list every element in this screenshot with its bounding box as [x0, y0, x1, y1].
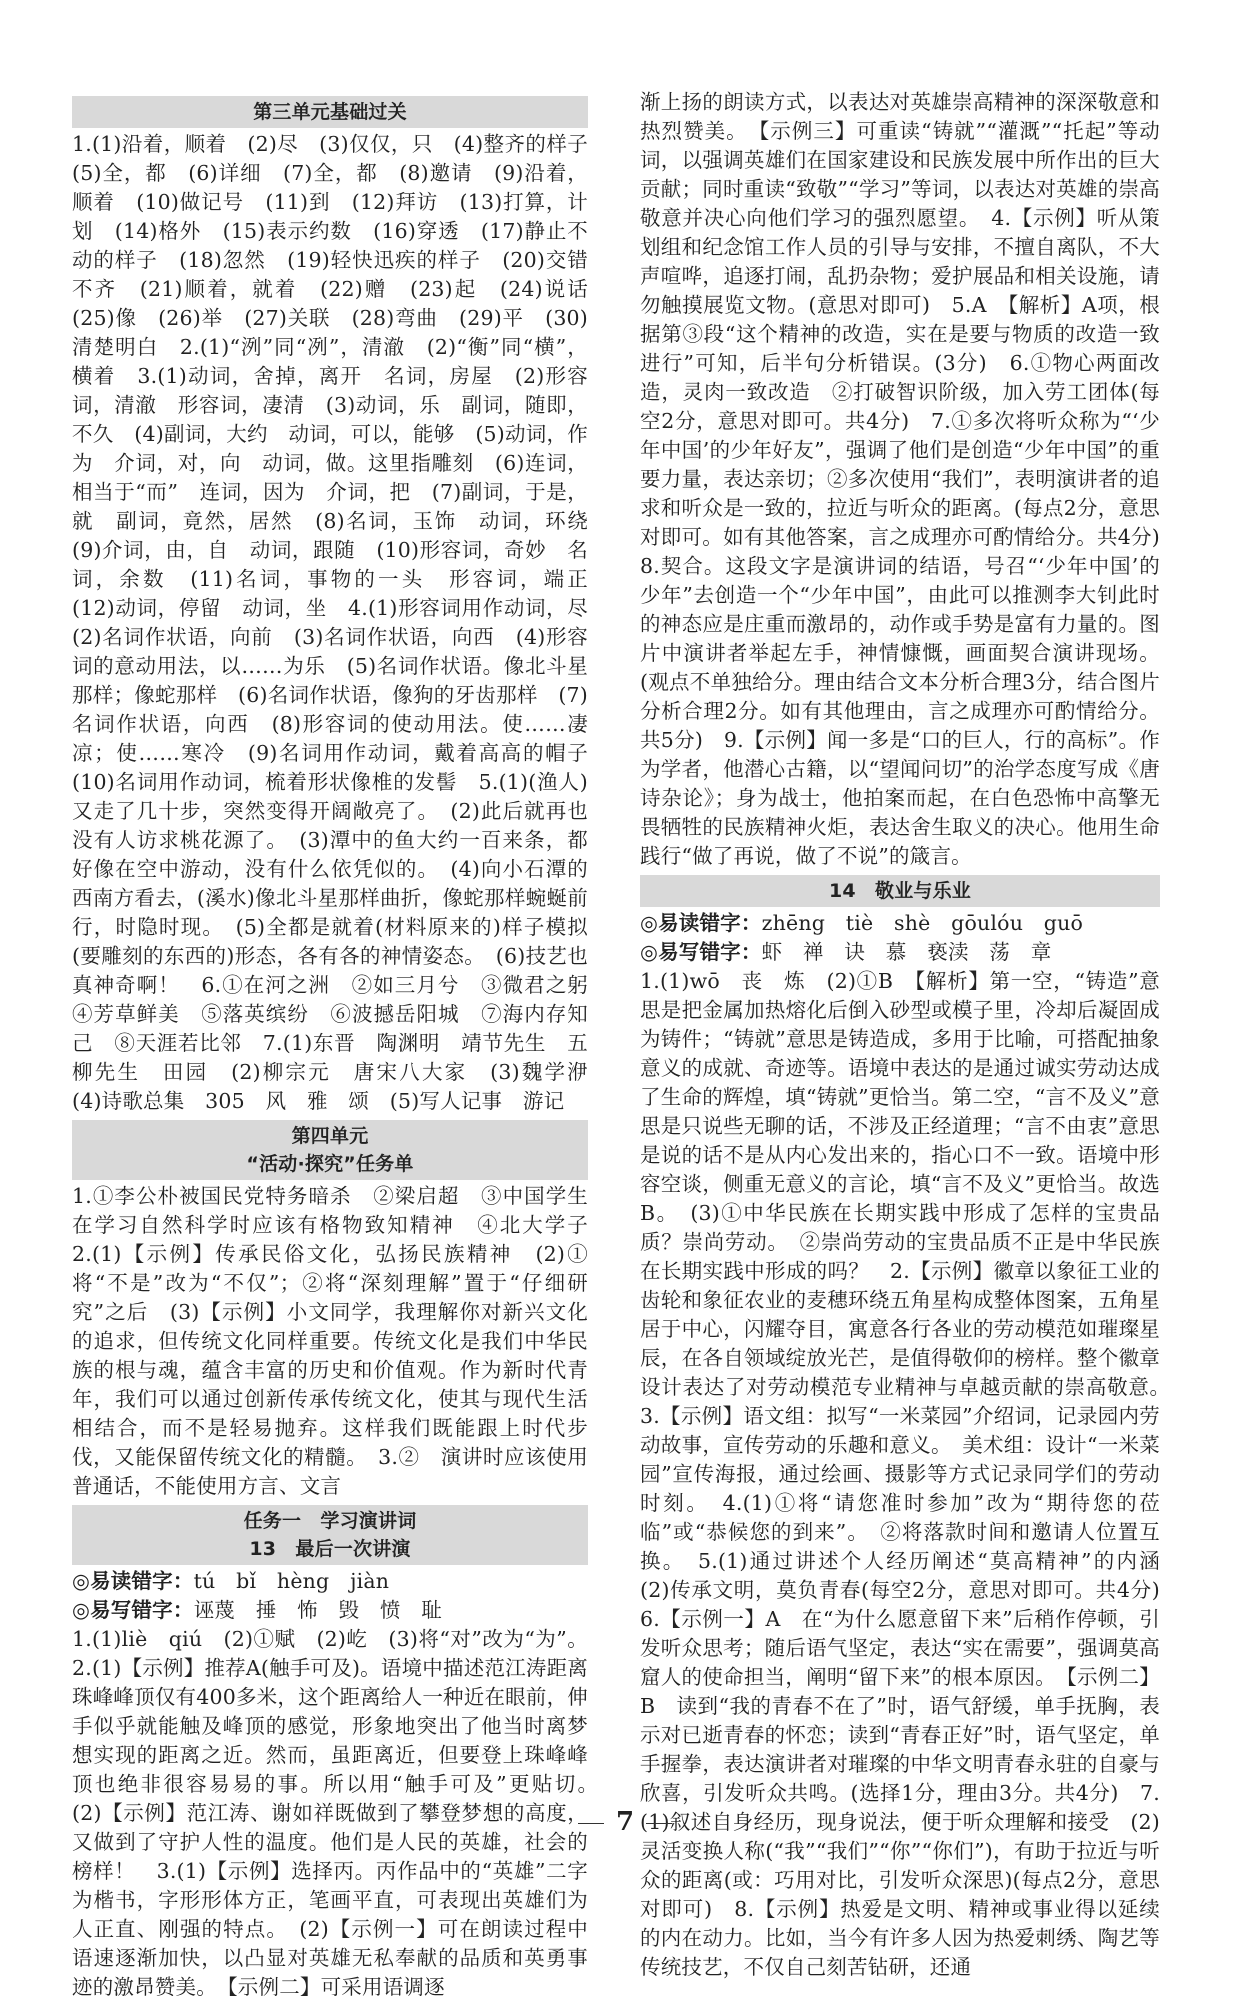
lesson13-title: 13 最后一次讲演 — [249, 1538, 411, 1560]
lesson13-write-hint: ◎易写错字：诬蔑 捶 怖 毁 愤 耻 — [72, 1598, 442, 1622]
unit4-heading — [72, 1120, 588, 1180]
left-column — [72, 92, 609, 1999]
lesson14-answers: 1.(1)wō 丧 炼 (2)①B 【解析】第一空，“铸造”意思是把金属加热熔化后倒入砂型或模子里，冷却后凝固成为铸件；“铸就”意思是铸造成，多用于比喻，可搭配抽象意义的成就、奇迹等。语境中表达的是通过诚实劳动达成了生命的辉煌，填“铸就”更恰当。第二空，“言不及义”意思是只说些无聊的话，不涉及正经道理；“言不由衷”意思是说的话不是从内心发出来的，指心口不一致。语境中形容空谈，侧重无意义的言论，填“言不及义”更恰当。故选B。 (3)①中华民族在长期实践中形成了怎样的宝贵品质？崇尚劳动。 ②崇尚劳动的宝贵品质不正是中华民族在长期实践中形成的吗？ 2.【示例】徽章以象征工业的齿轮和象征农业的麦穗环绕五角星构成整体图案，五角星居于中心，闪耀夺目，寓意各行各业的劳动模范如璀璨星辰，在各自领域绽放光芒，是值得敬仰的榜样。整个徽章设计表达了对劳动模范专业精神与卓越贡献的崇高敬意。 3.【示例】语文组：拟写“一米菜园”介绍词，记录园内劳动故事，宣传劳动的乐趣和意义。 美术组：设计“一米菜园”宣传海报，通过绘画、摄影等方式记录同学们的劳动时刻。 4.(1)①将“请您准时参加”改为“期待您的莅临”或“恭候您的到来”。 ②将落款时间和邀请人位置互换。 5.(1)通过讲述个人经历阐述“莫高精神”的内涵 (2)传承文明，莫负青春(每空2分，意思对即可。共4分) 6.【示例一】A 在“为什么愿意留下来”后稍作停顿，引发听众思考；随后语气坚定，表达“实在需要”，强调莫高窟人的使命担当，阐明“留下来”的根本原因。 【示例二】B 读到“我的青春不在了”时，语气舒缓，单手抚胸，表示对已逝青春的怀恋；读到“青春正好”时，语气坚定，单手握拳，表达演讲者对璀璨的中华文明青春永驻的自豪与欣喜，引发听众共鸣。(选择1分，理由3分。共4分) 7.(1)叙述自身经历，现身说法，便于听众理解和接受 (2)灵活变换人称(“我”“我们”“你”“你们”)，有助于拉近与听众的距离(或：巧用对比，引发听众深思)(每点2分，意思对即可) 8.【示例】热爱是文明、精神或事业得以延续的内在动力。比如，当今有许多人因为热爱刺绣、陶艺等传统技艺，不仅自己刻苦钻研，还通 — [640, 969, 1181, 1979]
unit4-heading-title: 第四单元 — [291, 1125, 369, 1147]
page-number: 7 — [0, 1807, 1250, 1837]
lesson13-answers-continued: 渐上扬的朗读方式，以表达对英雄崇高精神的深深敬意和热烈赞美。 【示例三】可重读“铸就”“灌溉”“托起”等动词，以强调英雄们在国家建设和民族发展中所作出的巨大贡献；同时重读“致敬”“学习”等词，以表达对英雄的崇高敬意并决心向他们学习的强烈愿望。 4.【示例】听从策划组和纪念馆工作人员的引导与安排，不擅自离队，不大声喧哗，追逐打闹，乱扔杂物；爱护展品和相关设施，请勿触摸展览文物。(意思对即可) 5.A 【解析】A项，根据第③段“这个精神的改造，实在是要与物质的改造一致进行”可知，后半句分析错误。(3分) 6.①物心两面改造，灵肉一致改造 ②打破智识阶级，加入劳工团体(每空2分，意思对即可。共4分) 7.①多次将听众称为“‘少年中国’的少年好友”，强调了他们是创造“少年中国”的重要力量，表达亲切；②多次使用“我们”，表明演讲者的追求和听众是一致的，拉近与听众的距离。(每点2分，意思对即可。如有其他答案，言之成理亦可酌情给分。共4分) 8.契合。这段文字是演讲词的结语，号召“‘少年中国’的少年”去创造一个“少年中国”，由此可以推测李大钊此时的神态应是庄重而激昂的，动作或手势是富有力量的。图片中演讲者举起左手，神情慷慨，画面契合演讲现场。(观点不单独给分。理由结合文本分析合理3分，结合图片分析合理2分。如有其他理由，言之成理亦可酌情给分。共5分) 9.【示例】闻一多是“口的巨人，行的高标”。作为学者，他潜心古籍，以“望闻问切”的治学态度写成《唐诗杂论》；身为战士，他拍案而起，在白色恐怖中高擎无畏牺牲的民族精神火炬，表达舍生取义的决心。他用生命践行“做了再说，做了不说”的箴言。 — [640, 90, 1181, 868]
unit4-heading-subtitle: “活动·探究”任务单 — [246, 1153, 414, 1175]
right-column — [640, 88, 1181, 1979]
task1-heading — [72, 1505, 588, 1565]
unit3-heading: 第三单元基础过关 — [72, 96, 588, 128]
page-number-left-dash — [578, 1823, 604, 1824]
lesson14-heading: 14 敬业与乐业 — [640, 875, 1160, 907]
task1-heading-title: 任务一 学习演讲词 — [243, 1510, 417, 1532]
unit3-answers: 1.(1)沿着，顺着 (2)尽 (3)仅仅，只 (4)整齐的样子 (5)全，都 (6)详细 (7)全，都 (8)邀请 (9)沿着，顺着 (10)做记号 (11)到 (12)拜访 (13)打算，计划 (14)格外 (15)表示约数 (16)穿透 (17)静止不动的样子 (18)忽然 (19)轻快迅疾的样子 (20)交错不齐 (21)顺着，就着 (22)赠 (23)起 (24)说话 (25)像 (26)举 (27)关联 (28)弯曲 (29)平 (30)清楚明白 2.(1)“洌”同“冽”，清澈 (2)“衡”同“横”，横着 3.(1)动词，舍掉，离开 名词，房屋 (2)形容词，清澈 形容词，凄清 (3)动词，乐 副词，随即，不久 (4)副词，大约 动词，可以，能够 (5)动词，作为 介词，对，向 动词，做。这里指雕刻 (6)连词，相当于“而” 连词，因为 介词，把 (7)副词，于是，就 副词，竟然，居然 (8)名词，玉饰 动词，环绕 (9)介词，由，自 动词，跟随 (10)形容词，奇妙 名词，余数 (11)名词，事物的一头 形容词，端正 (12)动词，停留 动词，坐 4.(1)形容词用作动词，尽 (2)名词作状语，向前 (3)名词作状语，向西 (4)形容词的意动用法，以……为乐 (5)名词作状语。像北斗星那样；像蛇那样 (6)名词作状语，像狗的牙齿那样 (7)名词作状语，向西 (8)形容词的使动用法。使……凄凉；使……寒冷 (9)名词用作动词，戴着高高的帽子 (10)名词用作动词，梳着形状像椎的发髻 5.(1)(渔人)又走了几十步，突然变得开阔敞亮了。 (2)此后就再也没有人访求桃花源了。 (3)潭中的鱼大约一百来条，都好像在空中游动，没有什么依凭似的。 (4)向小石潭的西南方看去，(溪水)像北斗星那样曲折，像蛇那样蜿蜒前行，时隐时现。 (5)全都是就着(材料原来的)样子模拟(要雕刻的东西的)形态，各有各的神情姿态。 (6)技艺也真神奇啊！ 6.①在河之洲 ②如三月兮 ③微君之躬 ④芳草鲜美 ⑤落英缤纷 ⑥波撼岳阳城 ⑦海内存知己 ⑧天涯若比邻 7.(1)东晋 陶渊明 靖节先生 五柳先生 田园 (2)柳宗元 唐宋八大家 (3)魏学洢 (4)诗歌总集 305 风 雅 颂 (5)写人记事 游记 — [72, 132, 609, 1113]
page-number-right-dash — [646, 1823, 672, 1824]
lesson14-read-hint: ◎易读错字：zhēng tiè shè gōulóu guō — [640, 911, 1084, 935]
lesson13-read-hint: ◎易读错字：tú bǐ hèng jiàn — [72, 1569, 390, 1593]
unit4-answers: 1.①李公朴被国民党特务暗杀 ②梁启超 ③中国学生在学习自然科学时应该有格物致知精神 ④北大学子 2.(1)【示例】传承民俗文化，弘扬民族精神 (2)①将“不是”改为“不仅”；②将“深刻理解”置于“仔细研究”之后 (3)【示例】小文同学，我理解你对新兴文化的追求，但传统文化同样重要。传统文化是我们中华民族的根与魂，蕴含丰富的历史和价值观。作为新时代青年，我们可以通过创新传承传统文化，使其与现代生活相结合，而不是轻易抛弃。这样我们既能跟上时代步伐，又能保留传统文化的精髓。 3.② 演讲时应该使用普通话，不能使用方言、文言 — [72, 1184, 609, 1498]
lesson13-answers: 1.(1)liè qiú (2)①赋 (2)屹 (3)将“对”改为“为”。2.(1)【示例】推荐A(触手可及)。语境中描述范江涛距离珠峰峰顶仅有400多米，这个距离给人一种近在眼前，伸手似乎就能触及峰顶的感觉，形象地突出了他当时离梦想实现的距离之近。然而，虽距离近，但要登上珠峰峰顶也绝非很容易易的事。所以用“触手可及”更贴切。 (2)【示例】范江涛、谢如祥既做到了攀登梦想的高度，又做到了守护人性的温度。他们是人民的英雄，社会的榜样！ 3.(1)【示例】选择丙。丙作品中的“英雄”二字为楷书，字形形体方正，笔画平直，可表现出英雄们为人正直、刚强的特点。 (2)【示例一】可在朗读过程中语速逐渐加快，以凸显对英雄无私奉献的品质和英勇事迹的激昂赞美。 【示例二】可采用语调逐 — [72, 1627, 609, 1999]
lesson14-write-hint: ◎易写错字：虾 禅 诀 慕 亵渎 荡 章 — [640, 940, 1052, 964]
